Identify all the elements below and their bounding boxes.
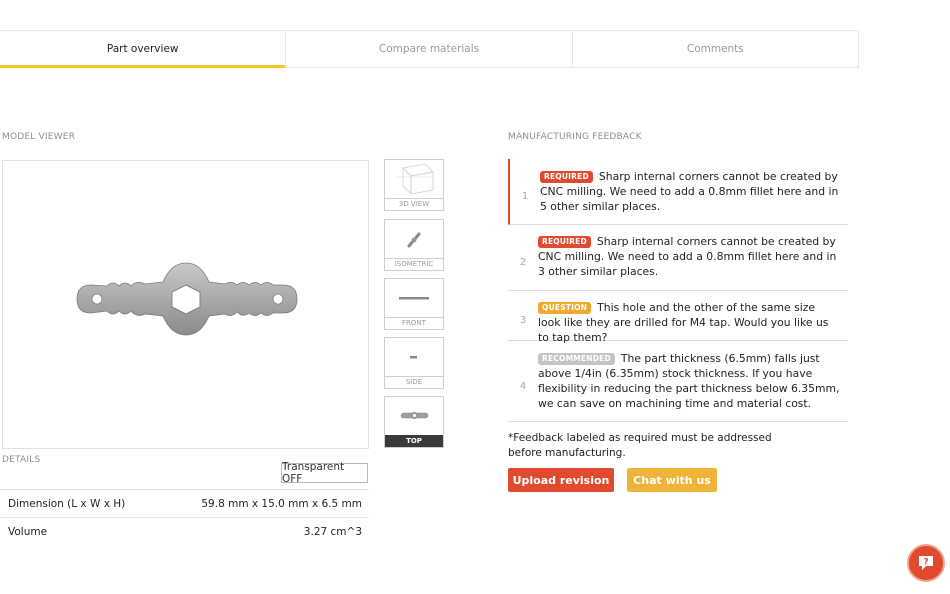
help-chat-button[interactable] bbox=[907, 544, 945, 582]
feedback-note: *Feedback labeled as required must be addressed before manufacturing. bbox=[508, 432, 772, 459]
side-part-icon bbox=[385, 338, 443, 376]
svg-text:?: ? bbox=[923, 557, 929, 568]
dimension-label: Dimension (L x W x H) bbox=[8, 497, 126, 510]
transparent-toggle-button[interactable]: Transparent OFF bbox=[281, 463, 368, 483]
table-row bbox=[0, 489, 369, 517]
view-3d-button[interactable] bbox=[384, 159, 444, 211]
tab-part-overview[interactable]: Part overview bbox=[0, 31, 285, 67]
view-side-button[interactable] bbox=[384, 337, 444, 389]
view-isometric-button[interactable] bbox=[384, 219, 444, 271]
chat-with-us-button[interactable]: Chat with us bbox=[627, 468, 717, 492]
isometric-part-icon bbox=[385, 220, 443, 258]
view-3d-label: 3D VIEW bbox=[385, 198, 443, 210]
manufacturing-feedback-heading: MANUFACTURING FEEDBACK bbox=[508, 132, 642, 142]
feedback-message: Sharp internal corners cannot be created by CNC milling. We need to add a 0.8mm fillet here and in 5 other similar places. bbox=[540, 170, 839, 213]
feedback-text bbox=[538, 300, 848, 344]
view-top-button[interactable] bbox=[384, 396, 444, 448]
model-viewer-heading: MODEL VIEWER bbox=[2, 132, 76, 142]
tab-compare-materials[interactable]: Compare materials bbox=[285, 31, 571, 67]
required-badge: REQUIRED bbox=[538, 236, 591, 248]
upload-revision-button[interactable]: Upload revision bbox=[508, 468, 614, 492]
feedback-message: The part thickness (6.5mm) falls just above 1/4in (6.35mm) stock thickness. If you have flexibility in reducing the part thickness below 6.35mm, we can save on machining time and material cost. bbox=[538, 352, 840, 410]
dimension-value: 59.8 mm x 15.0 mm x 6.5 mm bbox=[201, 497, 362, 510]
view-top-label: TOP bbox=[385, 435, 443, 447]
feedback-text bbox=[538, 351, 848, 421]
volume-value: 3.27 cm^3 bbox=[303, 525, 362, 538]
feedback-text bbox=[538, 234, 848, 290]
table-row bbox=[0, 517, 369, 545]
required-badge: REQUIRED bbox=[540, 171, 593, 183]
top-part-icon bbox=[385, 397, 443, 435]
recommended-badge: RECOMMENDED bbox=[538, 353, 615, 365]
feedback-number: 1 bbox=[521, 191, 529, 202]
details-table bbox=[0, 489, 369, 545]
model-viewer-canvas[interactable] bbox=[2, 160, 369, 449]
tab-comments[interactable]: Comments bbox=[572, 31, 858, 67]
feedback-list bbox=[508, 159, 848, 422]
question-badge: QUESTION bbox=[538, 302, 591, 314]
feedback-message: Sharp internal corners cannot be created by CNC milling. We need to add a 0.8mm fillet here and in 3 other similar places. bbox=[538, 235, 837, 278]
feedback-item[interactable] bbox=[508, 291, 848, 344]
cube-icon bbox=[385, 160, 443, 198]
feedback-item[interactable] bbox=[508, 225, 848, 291]
chat-help-icon bbox=[916, 553, 936, 573]
tab-bar bbox=[0, 30, 859, 68]
feedback-number: 2 bbox=[519, 256, 527, 268]
view-front-label: FRONT bbox=[385, 317, 443, 329]
feedback-item[interactable] bbox=[508, 341, 848, 422]
feedback-number: 3 bbox=[519, 314, 527, 326]
feedback-item[interactable] bbox=[508, 159, 848, 225]
feedback-text bbox=[540, 169, 848, 224]
front-part-icon bbox=[385, 279, 443, 317]
view-side-label: SIDE bbox=[385, 376, 443, 388]
details-heading: DETAILS bbox=[2, 455, 41, 465]
view-isometric-label: ISOMETRIC bbox=[385, 258, 443, 270]
view-front-button[interactable] bbox=[384, 278, 444, 330]
volume-label: Volume bbox=[8, 525, 48, 538]
feedback-message: This hole and the other of the same size look like they are drilled for M4 tap. Would you like us to tap them? bbox=[538, 301, 829, 344]
part-model bbox=[3, 161, 370, 450]
feedback-number: 4 bbox=[519, 380, 527, 392]
